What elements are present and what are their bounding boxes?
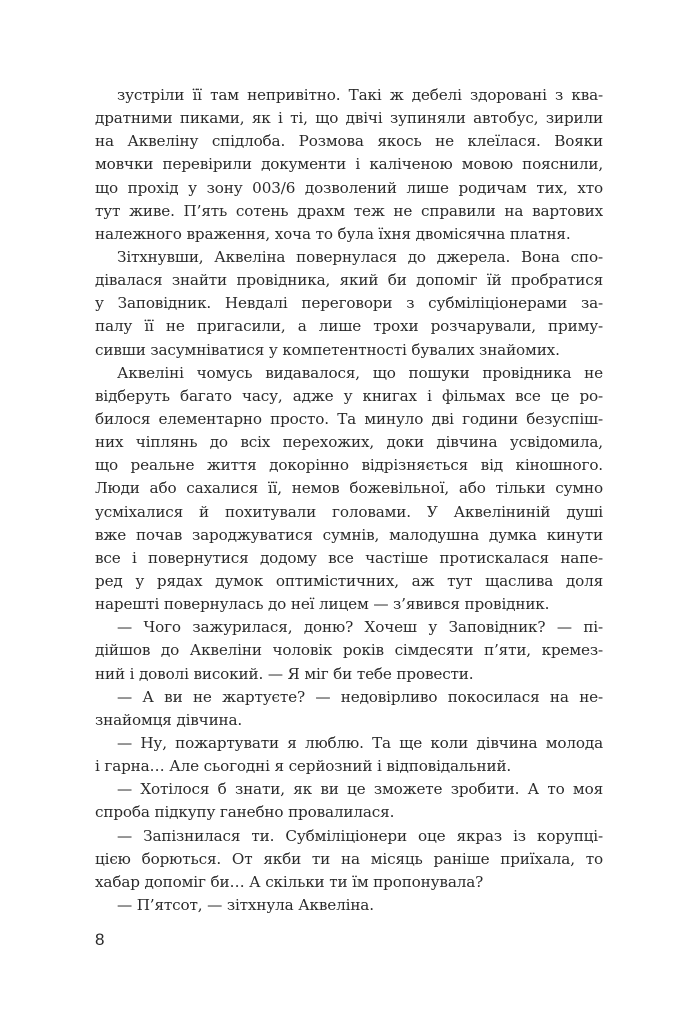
text-line: Люди або сахалися її, немов божевільної, або тільки сумно — [95, 479, 603, 498]
text-line: — П’ятсот, — зітхнула Аквеліна. — [117, 895, 374, 914]
text-line: нарешті повернулась до неї лицем — з’явився провідник. — [95, 595, 550, 614]
paragraph — [95, 778, 603, 824]
text-line: належного враження, хоча то була їхня двомісячна платня. — [95, 224, 571, 243]
text-line: вже почав зароджуватися сумнів, малодушна думка кинути — [95, 525, 603, 544]
text-line: — Хотілося б знати, як ви це зможете зробити. А то моя — [117, 780, 603, 799]
paragraph — [95, 686, 603, 732]
page-number: 8 — [95, 930, 105, 949]
text-line: що прохід у зону 003/6 дозволений лише родичам тих, хто — [95, 178, 603, 197]
text-line: зустріли її там непривітно. Такі ж дебелі здоровані з ква- — [117, 86, 603, 104]
text-line: дівалася знайти провідника, який би допоміг їй пробратися — [95, 271, 603, 290]
paragraph — [95, 616, 603, 685]
paragraph — [95, 362, 603, 617]
text-line: Зітхнувши, Аквеліна повернулася до джерела. Вона спо- — [117, 247, 603, 266]
body-text — [95, 84, 603, 917]
text-line: — Запізнилася ти. Субміліціонери оце якраз із корупці- — [117, 826, 603, 845]
text-line: тут живе. П’ять сотень драхм теж не справили на вартових — [95, 201, 603, 220]
text-line: все і повернутися додому все частіше протискалася напе- — [95, 548, 603, 567]
text-line: знайомця дівчина. — [95, 710, 243, 729]
text-line: дійшов до Аквеліни чоловік років сімдесяти п’яти, кремез- — [95, 641, 603, 660]
text-line: сивши засумніватися у компетентності бувалих знайомих. — [95, 340, 560, 359]
text-line: палу її не пригасили, а лише трохи розчарували, приму- — [95, 317, 603, 336]
text-line: і гарна… Але сьогодні я серйозний і відповідальний. — [95, 757, 512, 776]
paragraph — [95, 825, 603, 894]
text-line: Аквеліні чомусь видавалося, що пошуки провідника не — [117, 363, 603, 382]
text-line: цією борються. От якби ти на місяць раніше приїхала, то — [95, 849, 603, 868]
text-line: що реальне життя докорінно відрізняється від кіношного. — [95, 456, 603, 475]
paragraph — [95, 894, 603, 917]
text-line: відберуть багато часу, адже у книгах і фільмах все це ро- — [95, 386, 603, 405]
text-line: мовчки перевірили документи і каліченою мовою пояснили, — [95, 155, 603, 174]
paragraph — [95, 732, 603, 778]
text-line: билося елементарно просто. Та минуло дві години безуспіш- — [95, 409, 603, 428]
text-line: спроба підкупу ганебно провалилася. — [95, 803, 395, 822]
paragraph — [95, 84, 603, 246]
text-line: них чіплянь до всіх перехожих, доки дівчина усвідомила, — [95, 433, 603, 452]
text-line: — А ви не жартуєте? — недовірливо покосилася на не- — [117, 687, 603, 706]
text-line: на Аквеліну спідлоба. Розмова якось не клеїлася. Вояки — [95, 132, 603, 151]
text-line: хабар допоміг би… А скільки ти їм пропонувала? — [95, 872, 484, 891]
paragraph — [95, 246, 603, 362]
text-line: ний і доволі високий. — Я міг би тебе провести. — [95, 664, 474, 683]
text-line: у Заповідник. Невдалі переговори з субміліціонерами за- — [95, 294, 603, 313]
text-line: усміхалися й похитували головами. У Аквеліниній душі — [95, 502, 603, 521]
text-line: — Чого зажурилася, доню? Хочеш у Заповідник? — пі- — [117, 618, 603, 637]
text-line: дратними пиками, як і ті, що двічі зупиняли автобус, зирили — [95, 109, 603, 128]
text-line: ред у рядах думок оптимістичних, аж тут щаслива доля — [95, 571, 603, 590]
text-line: — Ну, пожартувати я люблю. Та ще коли дівчина молода — [117, 733, 603, 752]
